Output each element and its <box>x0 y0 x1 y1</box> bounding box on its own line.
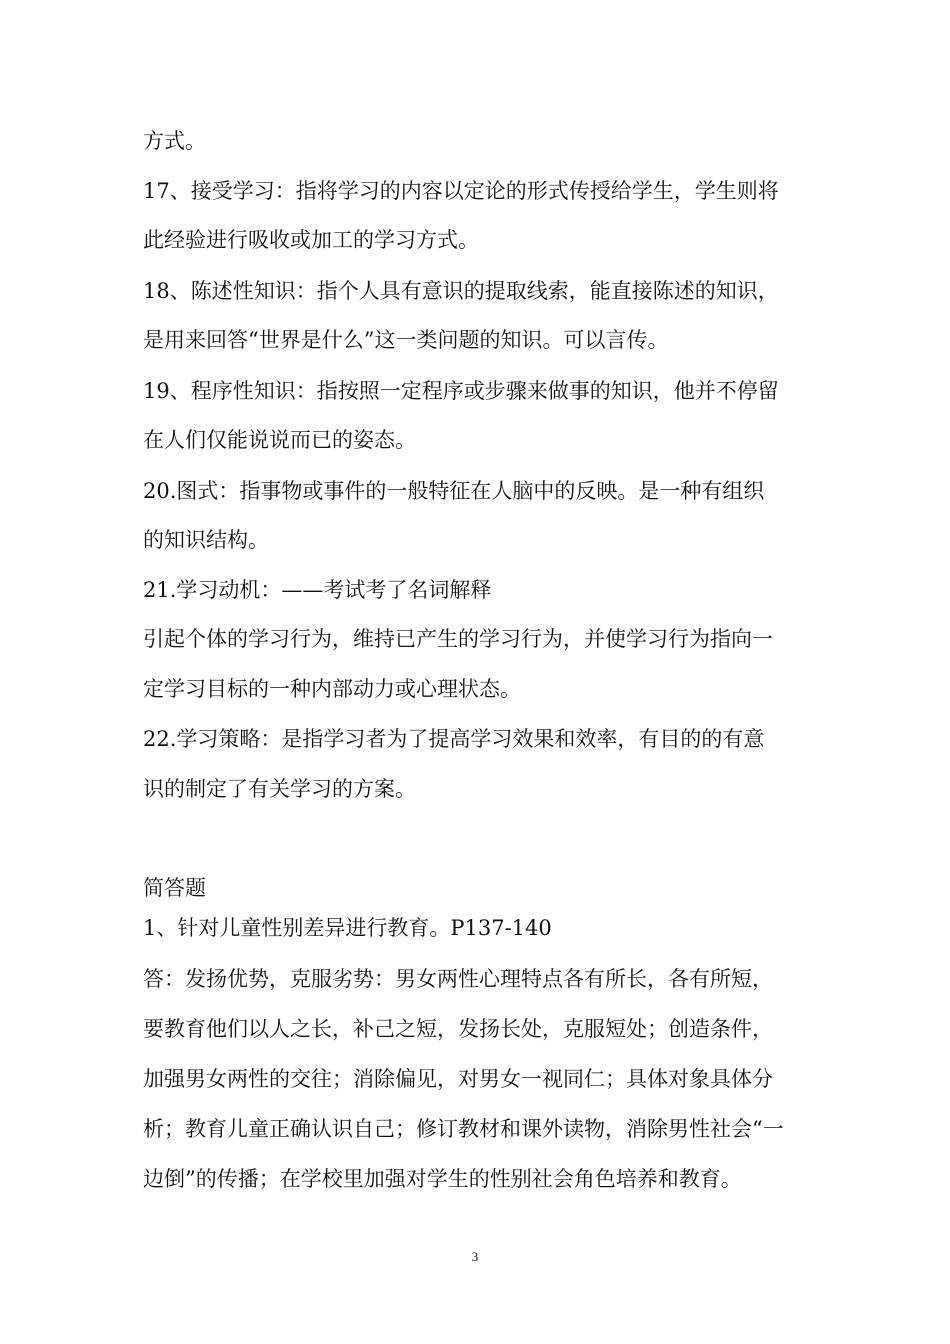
text-line: 答：发扬优势，克服劣势：男女两性心理特点各有所长，各有所短， <box>143 967 773 991</box>
text-line: 析；教育儿童正确认识自己；修订教材和课外读物，消除男性社会“一 <box>143 1117 784 1141</box>
text-line: 识的制定了有关学习的方案。 <box>143 777 416 801</box>
text-line: 20.图式：指事物或事件的一般特征在人脑中的反映。是一种有组织 <box>143 479 765 503</box>
text-line: 此经验进行吸收或加工的学习方式。 <box>143 228 479 252</box>
text-line: 18、陈述性知识：指个人具有意识的提取线索，能直接陈述的知识， <box>143 279 779 303</box>
text-line: 边倒”的传播；在学校里加强对学生的性别社会角色培养和教育。 <box>143 1167 742 1191</box>
question-title: 1、针对儿童性别差异进行教育。P137-140 <box>143 916 552 940</box>
text-line: 的知识结构。 <box>143 528 269 552</box>
text-line: 22.学习策略：是指学习者为了提高学习效果和效率，有目的的有意 <box>143 727 765 751</box>
text-line: 方式。 <box>143 129 206 153</box>
text-line: 加强男女两性的交往；消除偏见，对男女一视同仁；具体对象具体分 <box>143 1067 773 1091</box>
text-line: 要教育他们以人之长，补己之短，发扬长处，克服短处；创造条件， <box>143 1017 773 1041</box>
text-line: 21.学习动机：——考试考了名词解释 <box>143 578 492 602</box>
page-number: 3 <box>471 1249 479 1264</box>
text-line: 17、接受学习：指将学习的内容以定论的形式传授给学生，学生则将 <box>143 179 779 203</box>
section-heading: 简答题 <box>143 876 206 900</box>
text-line: 19、程序性知识：指按照一定程序或步骤来做事的知识，他并不停留 <box>143 379 779 403</box>
text-line: 引起个体的学习行为，维持已产生的学习行为，并使学习行为指向一 <box>143 627 773 651</box>
text-line: 在人们仅能说说而已的姿态。 <box>143 428 416 452</box>
text-line: 定学习目标的一种内部动力或心理状态。 <box>143 677 521 701</box>
text-line: 是用来回答“世界是什么”这一类问题的知识。可以言传。 <box>143 328 669 352</box>
